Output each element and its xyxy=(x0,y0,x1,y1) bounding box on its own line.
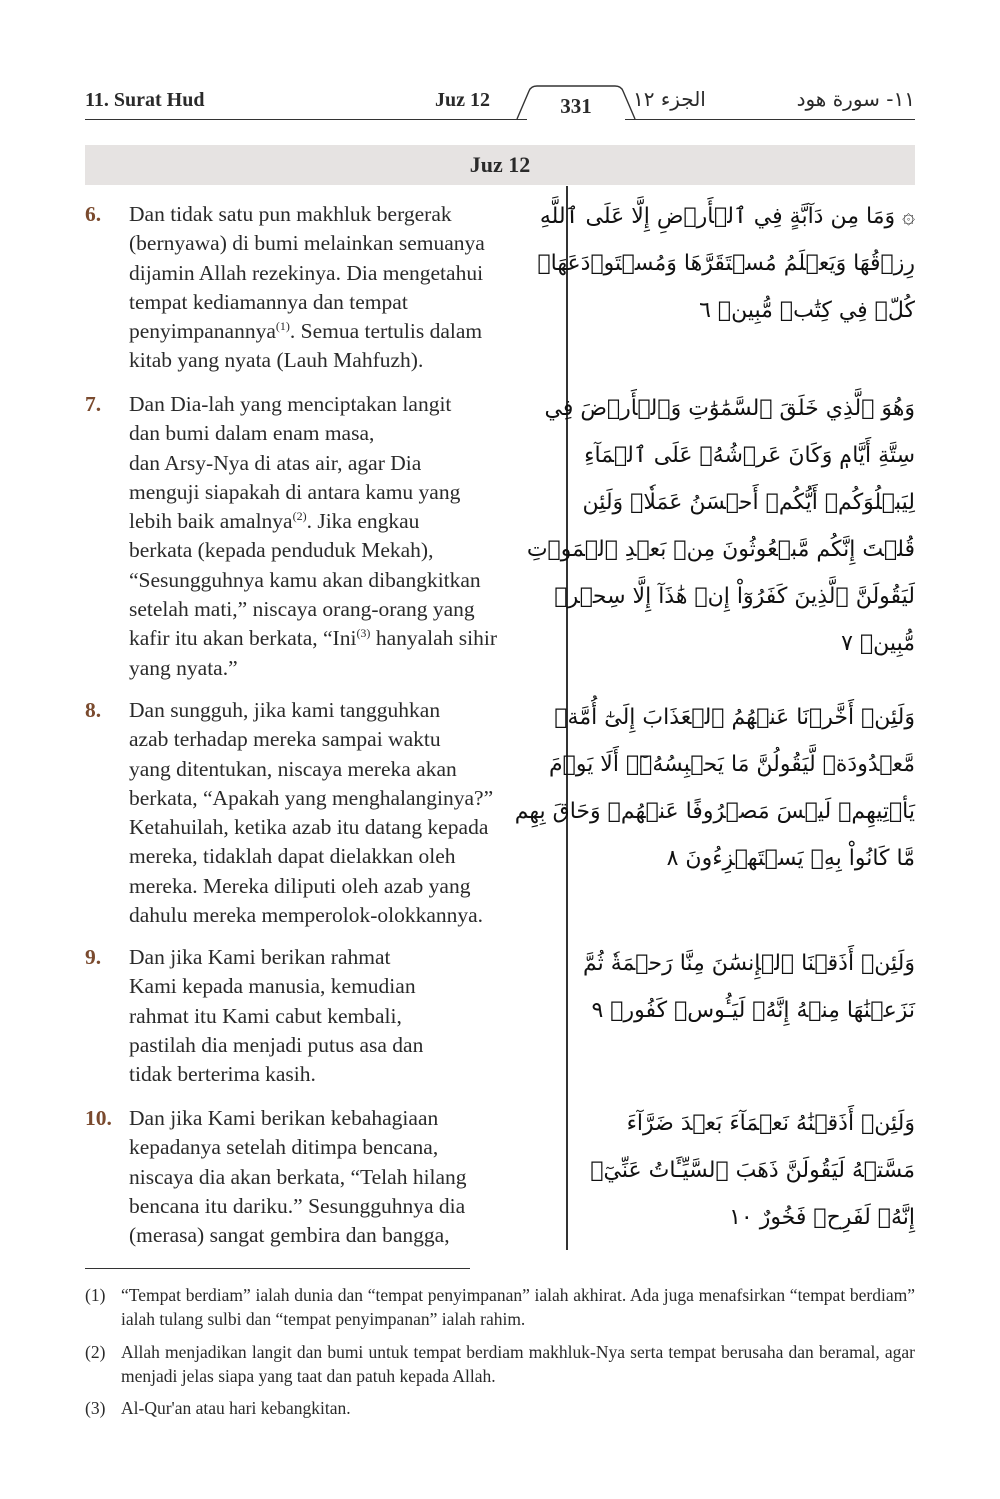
verse-line: “Sesungguhnya kamu akan dibangkitkan xyxy=(129,567,481,592)
verse-line: berkata, “Apakah yang menghalanginya?” xyxy=(129,785,494,810)
verse-number: 10. xyxy=(85,1106,112,1130)
verse-line: dan bumi dalam enam masa, xyxy=(129,421,375,446)
verse-line: lebih baik amalnya$^{(2)}$. Jika engkau xyxy=(129,509,420,534)
arabic-line: سِتَّةِ أَيَّامٖ وَكَانَ عَرۡشُهُۥ عَلَى ٱلۡمَآءِ xyxy=(584,443,915,468)
verse-line: kepadanya setelah ditimpa bencana, xyxy=(129,1135,439,1160)
arabic-line: لِيَبۡلُوَكُمۡ أَيُّكُمۡ أَحۡسَنُ عَمَلٗاۗ وَلَئِن xyxy=(582,490,915,515)
arabic-line: نَزَعۡنَٰهَا مِنۡهُ إِنَّهُۥ لَيَـُٔوسٞ كَفُورٞ ٩ xyxy=(591,998,915,1023)
verse-line: azab terhadap mereka sampai waktu xyxy=(129,727,441,752)
verse-line: dan Arsy-Nya di atas air, agar Dia xyxy=(129,450,422,475)
arabic-line: مَّا كَانُواْ بِهِۦ يَسۡتَهۡزِءُونَ ٨ xyxy=(666,846,915,871)
footnote-ref: (1) xyxy=(275,319,290,334)
verse-line: berkata (kepada penduduk Mekah), xyxy=(129,538,434,563)
juz-label: Juz 12 xyxy=(435,89,490,111)
verse-line: Dan sungguh, jika kami tangguhkan xyxy=(129,698,441,722)
footnote-rule xyxy=(85,1268,470,1269)
verse-6-arabic xyxy=(537,193,915,334)
verse-9-arabic xyxy=(583,940,915,1034)
verse-line: mereka, tidaklah dapat dielakkan oleh xyxy=(129,844,456,869)
arabic-line: مُّبِينٞ ٧ xyxy=(841,631,915,656)
verse-line: (bernyawa) di bumi melainkan semuanya xyxy=(129,231,485,256)
verse-8-arabic xyxy=(514,694,915,882)
verse-10-translation xyxy=(85,1104,555,1250)
verse-6-translation xyxy=(85,200,555,376)
arabic-line: وَلَئِنۡ أَذَقۡنَا ٱلۡإِنسَٰنَ مِنَّا رَحۡمَةٗ ثُمَّ xyxy=(583,951,915,976)
arabic-line: ۞ وَمَا مِن دَآبَّةٍ فِي ٱلۡأَرۡضِ إِلَّا عَلَى ٱللَّهِ xyxy=(539,204,915,229)
verse-line: pastilah dia menjadi putus asa dan xyxy=(129,1032,424,1057)
verse-line: menguji siapakah di antara kamu yang xyxy=(129,479,461,504)
footnote-3 xyxy=(85,1396,915,1420)
verse-8-translation xyxy=(85,696,555,930)
footnote-text: Al-Qur'an atau hari kebangkitan. xyxy=(121,1398,351,1418)
verse-line: tidak berterima kasih. xyxy=(129,1062,316,1087)
footnote-marker: (2) xyxy=(85,1342,106,1362)
verse-number: 9. xyxy=(85,945,102,969)
verse-line: Dan jika Kami berikan rahmat xyxy=(129,945,391,969)
verse-line: kafir itu akan berkata, “Ini$^{(3)}$ hanyalah sihir xyxy=(129,626,498,651)
verse-number: 7. xyxy=(85,392,102,416)
arabic-line: وَلَئِنۡ أَخَّرۡنَا عَنۡهُمُ ٱلۡعَذَابَ إِلَىٰٓ أُمَّةٖ xyxy=(554,705,915,730)
page-number: 331 xyxy=(560,94,592,118)
verse-line: yang nyata.” xyxy=(129,655,238,680)
verse-7-arabic xyxy=(526,385,915,667)
surah-label: 11. Surat Hud xyxy=(85,89,205,111)
verse-line: (merasa) sangat gembira dan bangga, xyxy=(129,1223,450,1248)
header-rule xyxy=(85,119,915,120)
footnote-marker: (1) xyxy=(85,1285,106,1305)
juz-arabic-label: الجزء ١٢ xyxy=(633,87,706,111)
verse-line: Dan tidak satu pun makhluk bergerak xyxy=(129,202,452,226)
verse-line: dahulu mereka memperolok-olokkannya. xyxy=(129,903,484,928)
footnote-text: Allah menjadikan langit dan bumi untuk tempat berdiam makhluk-Nya serta tempat berusaha dan beramal, agar menjadi jelas siapa yang taat dan patuh kepada Allah. xyxy=(121,1342,915,1386)
arabic-line: قُلۡتَ إِنَّكُم مَّبۡعُوثُونَ مِنۢ بَعۡدِ ٱلۡمَوۡتِ xyxy=(526,537,915,562)
verse-line: bencana itu dariku.” Sesungguhnya dia xyxy=(129,1193,466,1218)
verse-line: penyimpanannya$^{(1)}$. Semua tertulis dalam xyxy=(129,319,483,344)
footnote-ref: (3) xyxy=(356,626,371,641)
page-header xyxy=(85,85,915,125)
verse-line: dijamin Allah rezekinya. Dia mengetahui xyxy=(129,260,484,285)
verse-line: niscaya dia akan berkata, “Telah hilang xyxy=(129,1164,467,1189)
footnote-ref: (2) xyxy=(292,509,307,524)
verse-line: tempat kediamannya dan tempat xyxy=(129,289,408,314)
arabic-line: وَلَئِنۡ أَذَقۡنَٰهُ نَعۡمَآءَ بَعۡدَ ضَرَّآءَ xyxy=(626,1111,915,1136)
arabic-line: مَّعۡدُودَةٖ لَّيَقُولُنَّ مَا يَحۡبِسُهُۥٓۗ أَلَا يَوۡمَ xyxy=(549,752,915,777)
arabic-line: رِزۡقُهَا وَيَعۡلَمُ مُسۡتَقَرَّهَا وَمُسۡتَوۡدَعَهَاۚ xyxy=(537,251,915,276)
footnote-1 xyxy=(85,1283,915,1331)
verse-7-translation xyxy=(85,390,555,683)
arabic-line: إِنَّهُۥ لَفَرِحٞ فَخُورٌ ١٠ xyxy=(729,1205,915,1230)
verse-line: setelah mati,” niscaya orang-orang yang xyxy=(129,597,475,622)
footnote-marker: (3) xyxy=(85,1398,106,1418)
verse-number: 8. xyxy=(85,698,102,722)
verse-line: rahmat itu Kami cabut kembali, xyxy=(129,1003,402,1028)
juz-banner: Juz 12 xyxy=(85,145,915,185)
arabic-line: كُلّٞ فِي كِتَٰبٖ مُّبِينٖ ٦ xyxy=(699,298,915,323)
arabic-line: يَأۡتِيهِمۡ لَيۡسَ مَصۡرُوفًا عَنۡهُمۡ وَحَاقَ بِهِم xyxy=(514,799,915,824)
verse-line: mereka. Mereka diliputi oleh azab yang xyxy=(129,873,471,898)
verse-line: Kami kepada manusia, kemudian xyxy=(129,974,416,999)
verse-line: kitab yang nyata (Lauh Mahfuzh). xyxy=(129,348,424,373)
footnote-2 xyxy=(85,1340,915,1388)
surah-arabic-label: ١١- سورة هود xyxy=(796,87,915,111)
arabic-line: وَهُوَ ٱلَّذِي خَلَقَ ٱلسَّمَٰوَٰتِ وَٱلۡأَرۡضَ فِي xyxy=(544,396,915,421)
verse-number: 6. xyxy=(85,202,102,226)
verse-line: Ketahuilah, ketika azab itu datang kepada xyxy=(129,815,489,840)
verse-line: Dan Dia-lah yang menciptakan langit xyxy=(129,392,452,416)
arabic-line: لَيَقُولَنَّ ٱلَّذِينَ كَفَرُوٓاْ إِنۡ هَٰذَآ إِلَّا سِحۡرٞ xyxy=(554,584,915,609)
verse-10-arabic xyxy=(590,1100,915,1241)
verse-9-translation xyxy=(85,943,555,1089)
verse-line: Dan jika Kami berikan kebahagiaan xyxy=(129,1106,439,1130)
verse-line: yang ditentukan, niscaya mereka akan xyxy=(129,756,457,781)
footnote-text: “Tempat berdiam” ialah dunia dan “tempat penyimpanan” ialah akhirat. Ada juga menafsirkan “tempat berdiam” ialah tulang sulbi dan “tempat penyimpanan” ialah rahim. xyxy=(121,1285,915,1329)
arabic-line: مَسَّتۡهُ لَيَقُولَنَّ ذَهَبَ ٱلسَّيِّـَٔاتُ عَنِّيٓۚ xyxy=(590,1158,915,1183)
